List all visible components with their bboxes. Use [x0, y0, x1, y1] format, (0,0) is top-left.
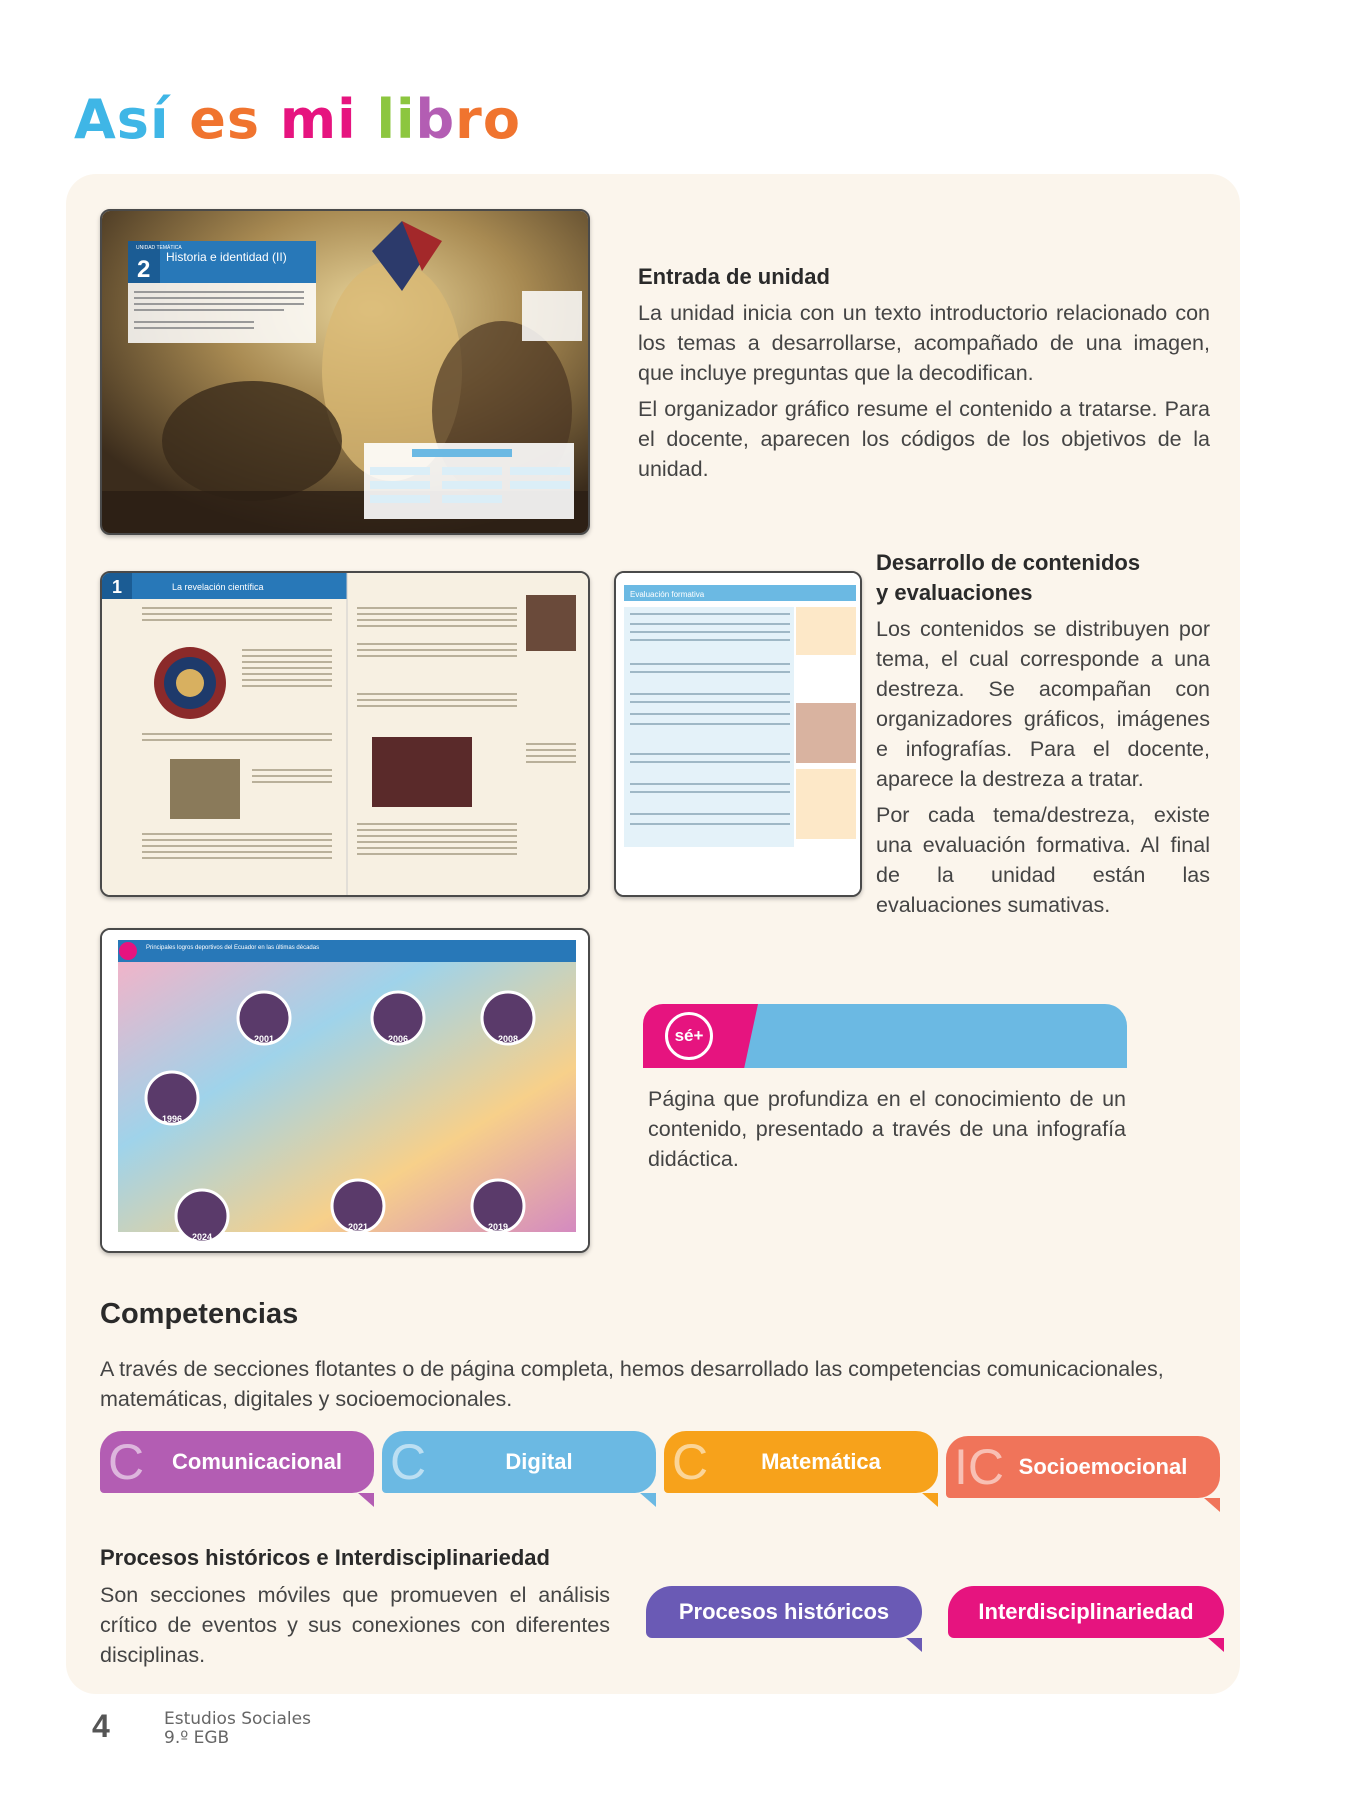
c-shape-icon: C — [108, 1434, 145, 1490]
year-label: 2024 — [191, 1232, 213, 1242]
content-spread-image — [102, 573, 590, 897]
tag-socioemocional — [946, 1436, 1220, 1498]
title-letter: i — [396, 88, 416, 151]
semas-body: Página que profundiza en el conocimiento de un contenido, presentado a través de una infografía didáctica. — [648, 1087, 1126, 1171]
pill-procesos-historicos — [646, 1586, 922, 1638]
pill-tail — [906, 1638, 922, 1652]
tag-digital — [382, 1431, 656, 1493]
pill-procesos-historicos-label: Procesos históricos — [678, 1599, 890, 1624]
semas-bar-blue — [738, 1004, 1127, 1068]
infographic-image — [102, 930, 590, 1253]
footer-subject — [164, 1710, 311, 1748]
title-letter — [169, 88, 189, 151]
content-development-title-line-2: y evaluaciones — [876, 580, 1033, 605]
procesos-title: Procesos históricos e Interdisciplinariedad — [100, 1545, 550, 1570]
thumb-unit-label: UNIDAD TEMÁTICA — [136, 245, 182, 251]
footer-subject-name: Estudios Sociales — [164, 1709, 311, 1729]
title-letter: í — [149, 88, 170, 151]
title-letter — [260, 88, 280, 151]
title-letter — [357, 88, 377, 151]
tag-tail — [358, 1493, 374, 1507]
formative-evaluation-thumbnail — [614, 571, 862, 897]
tag-socioemocional-label: Socioemocional — [1018, 1454, 1188, 1479]
year-label: 2006 — [387, 1034, 409, 1044]
unit-entry-title: Entrada de unidad — [638, 264, 830, 289]
year-label: 2008 — [497, 1034, 519, 1044]
tag-comunicacional-label: Comunicacional — [172, 1449, 342, 1474]
semas-section-bar — [643, 1004, 1127, 1068]
tag-tail — [1204, 1498, 1220, 1512]
formative-evaluation-image — [616, 573, 862, 897]
unit-entry-thumbnail — [100, 209, 590, 535]
year-label: 2019 — [487, 1222, 509, 1232]
title-letter: e — [189, 88, 227, 151]
tag-digital-label: Digital — [505, 1449, 573, 1474]
tag-tail — [922, 1493, 938, 1507]
unit-entry-body — [638, 298, 1210, 490]
year-label: 2001 — [253, 1034, 275, 1044]
c-shape-icon: C — [672, 1434, 709, 1490]
tag-tail — [640, 1493, 656, 1507]
year-label: 2021 — [347, 1222, 369, 1232]
liberty-painting-image — [102, 211, 590, 535]
c-shape-icon: IC — [954, 1439, 1004, 1495]
title-letter: s — [226, 88, 261, 151]
content-spread-thumbnail — [100, 571, 590, 897]
title-letter: A — [74, 88, 117, 151]
content-development-body — [876, 614, 1210, 926]
thumb-unit-number: 2 — [137, 256, 151, 283]
unit-entry-paragraph-2: El organizador gráfico resume el contenido a tratarse. Para el docente, aparecen los códigos de los objetivos de la unidad. — [638, 397, 1210, 481]
pill-tail — [1208, 1638, 1224, 1652]
competencias-body: A través de secciones flotantes o de página completa, hemos desarrollado las competencias comunicacionales, matemáticas, digitales y socioemocionales. — [100, 1357, 1164, 1411]
content-development-title-line-1: Desarrollo de contenidos — [876, 550, 1141, 575]
procesos-body: Son secciones móviles que promueven el análisis crítico de eventos y sus conexiones con diferentes disciplinas. — [100, 1583, 610, 1667]
semas-logo-icon: sé+ — [665, 1012, 713, 1060]
pill-interdisciplinariedad-label: Interdisciplinariedad — [978, 1599, 1194, 1624]
title-letter: m — [279, 88, 338, 151]
c-shape-icon: C — [390, 1434, 427, 1490]
title-letter: l — [376, 88, 396, 151]
tag-matematica — [664, 1431, 938, 1493]
thumb-unit-title: Historia e identidad (II) — [166, 250, 287, 264]
year-label: 1996 — [161, 1114, 183, 1124]
unit-entry-paragraph-1: La unidad inicia con un texto introductorio relacionado con los temas a desarrollarse, acompañado de una imagen, que incluye preguntas que la decodifican. — [638, 301, 1210, 385]
tag-matematica-label: Matemática — [761, 1449, 881, 1474]
content-development-title — [876, 548, 1216, 608]
thumb-infographic-title: Principales logros deportivos del Ecuador en las últimas décadas — [146, 945, 320, 951]
footer-grade: 9.º EGB — [164, 1728, 230, 1748]
tag-comunicacional — [100, 1431, 374, 1493]
title-letter: s — [116, 88, 150, 151]
title-letter: b — [415, 88, 456, 151]
content-development-paragraph-1: Los contenidos se distribuyen por tema, el cual corresponde a una destreza. Se acompañan con organizadores gráficos, imágenes e infografías. Para el docente, aparece la destreza a tratar. — [876, 617, 1210, 791]
page-title — [74, 88, 521, 151]
title-letter: i — [337, 88, 357, 151]
infographic-thumbnail — [100, 928, 590, 1253]
pill-interdisciplinariedad — [948, 1586, 1224, 1638]
thumb-topic-title: La revelación científica — [172, 582, 264, 592]
title-letter: r — [455, 88, 483, 151]
content-development-paragraph-2: Por cada tema/destreza, existe una evaluación formativa. Al final de la unidad están las evaluaciones sumativas. — [876, 803, 1210, 917]
title-letter: o — [482, 88, 521, 151]
page-number: 4 — [92, 1708, 110, 1744]
competencias-title: Competencias — [100, 1298, 299, 1330]
thumb-topic-number: 1 — [112, 577, 123, 597]
thumb-eval-title: Evaluación formativa — [630, 590, 705, 599]
